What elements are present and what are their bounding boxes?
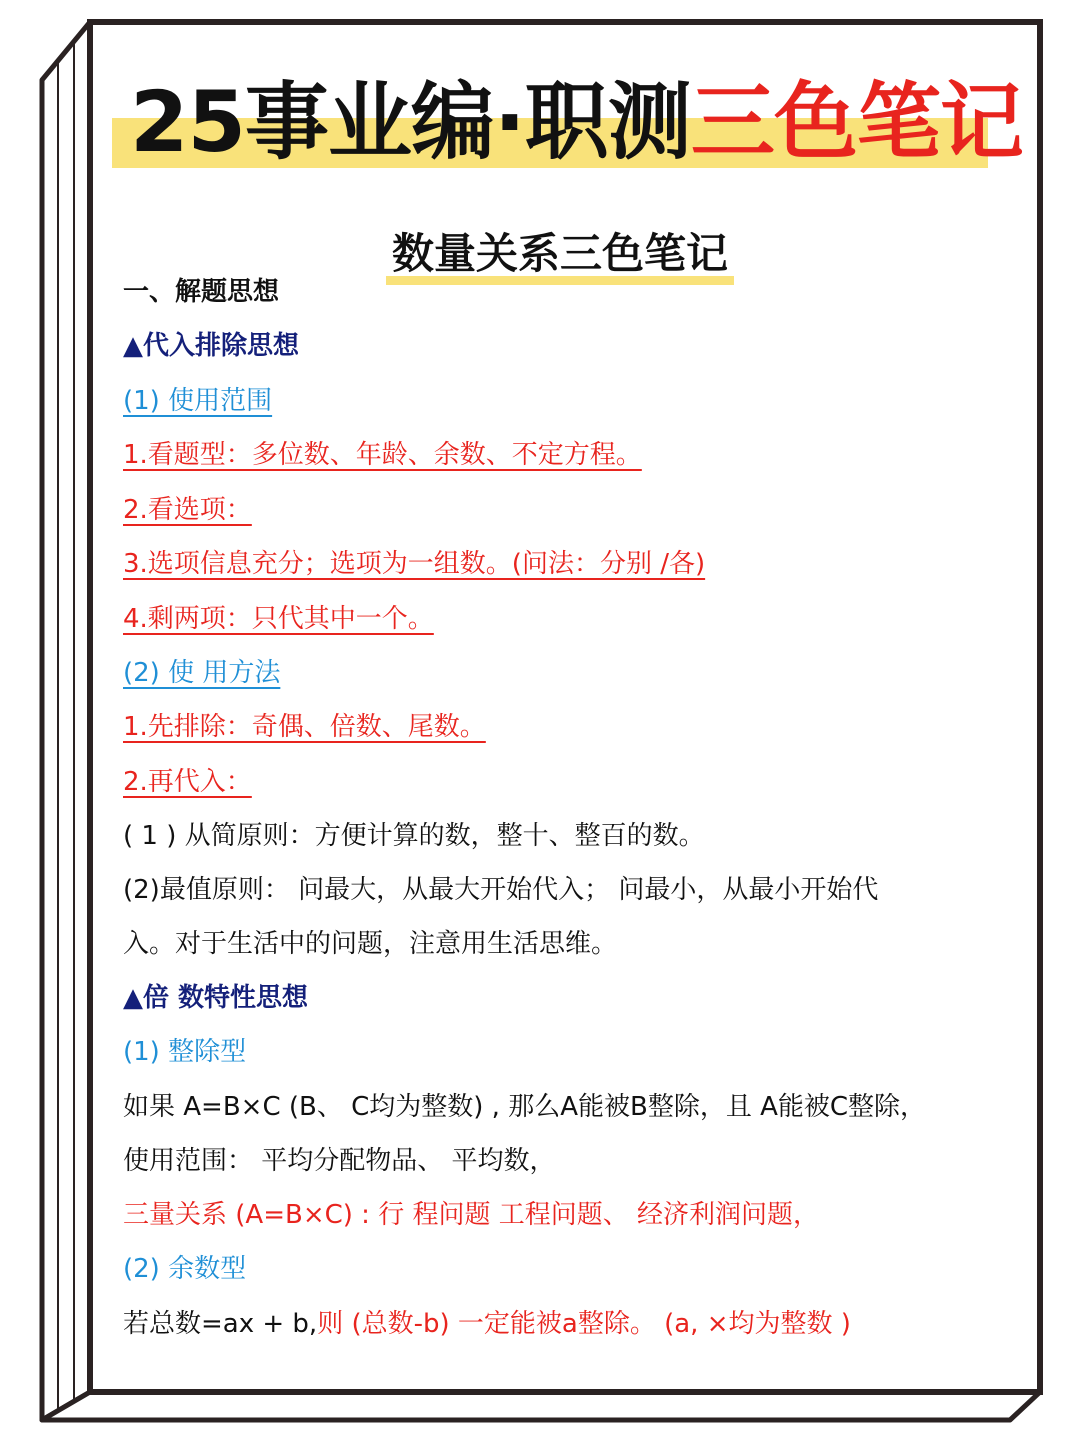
divisible-text-2: 使用范围： 平均分配物品、 平均数，: [123, 1146, 556, 1176]
scope-item-3: 3.选项信息充分；选项为一组数。(问法：分别 /各): [123, 549, 706, 579]
subtitle-block: [386, 226, 734, 288]
divisible-text-3: 三量关系 (A=B×C) : 行 程问题 工程问题、 经济利润问题，: [123, 1200, 819, 1230]
subsection-heading-substitution: ▲代入排除思想: [123, 331, 299, 361]
remainder-text-red: 则 (总数-b) 一定能被a整除。 (a, ×均为整数 ): [317, 1309, 851, 1339]
scope-item-1: 1.看题型：多位数、年龄、余数、不定方程。: [123, 440, 642, 470]
scope-heading: (1) 使用范围: [123, 386, 273, 416]
scope-item-2: 2.看选项：: [123, 495, 252, 525]
divisible-heading: (1) 整除型: [123, 1037, 247, 1067]
scope-item-4: 4.剩两项：只代其中一个。: [123, 604, 434, 634]
method-heading: (2) 使 用方法: [123, 658, 281, 688]
remainder-text: [123, 1304, 851, 1344]
method-item-1: 1.先排除：奇偶、倍数、尾数。: [123, 712, 486, 742]
subsection-heading-multiple: ▲倍 数特性思想: [123, 983, 309, 1013]
subtitle: 数量关系三色笔记: [391, 229, 728, 278]
method-text-1: ( 1 ) 从简原则：方便计算的数，整十、整百的数。: [123, 821, 705, 851]
divisible-text-1: 如果 A=B×C (B、 C均为整数) , 那么A能被B整除，且 A能被C整除，: [123, 1092, 927, 1122]
section-heading: 一、解题思想: [123, 277, 280, 307]
title-red-part: 三色笔记: [690, 73, 1023, 171]
title-black-part: 25事业编·职测: [130, 73, 691, 171]
page-title: [130, 72, 1023, 172]
remainder-text-black: 若总数=ax + b,: [123, 1309, 318, 1339]
method-text-3: 入。对于生活中的问题，注意用生活思维。: [123, 929, 618, 959]
remainder-heading: (2) 余数型: [123, 1254, 247, 1284]
method-item-2: 2.再代入：: [123, 767, 252, 797]
method-text-2: (2)最值原则： 问最大，从最大开始代入； 问最小，从最小开始代: [123, 875, 879, 905]
